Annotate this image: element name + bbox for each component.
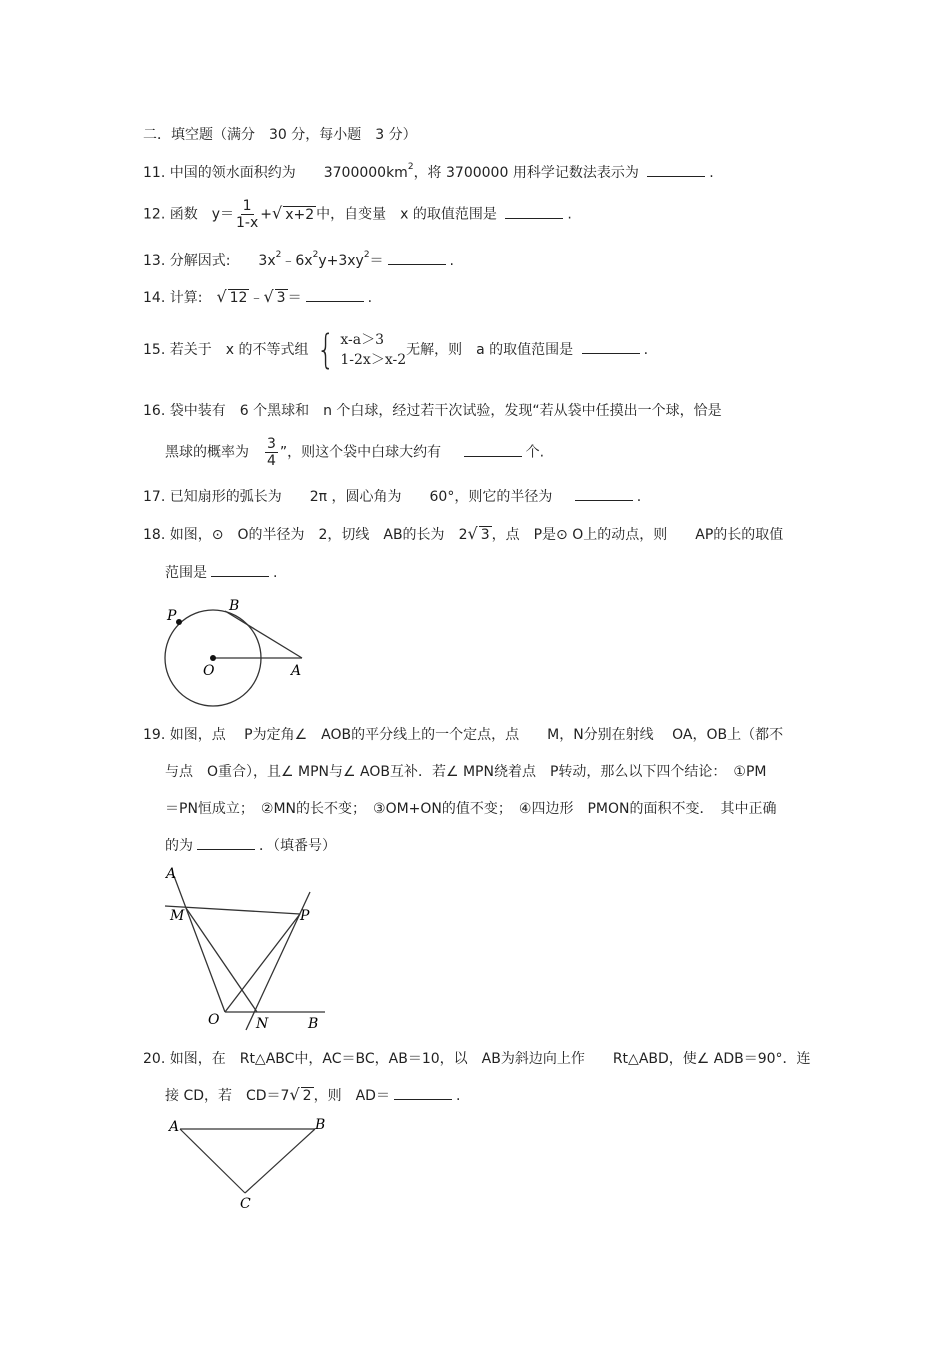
question-number: 15. xyxy=(143,342,166,358)
question-19-line4: 的为 ．（填番号） xyxy=(165,838,336,854)
question-11: 11. 中国的领水面积约为 $3700000km^2$，将 3700000 用科学记数法表示为 . xyxy=(143,162,714,181)
question-14: 14. 计算: √ 12 ﹣√ 3 ＝ . xyxy=(143,287,373,306)
question-20-line2: 接 CD，若 CD＝7√ 2 ，则 AD＝ . xyxy=(165,1085,461,1104)
question-19-line2: 与点 O重合），且∠ MPN与∠ AOB互补．若∠ MPN绕着点 P转动，那么以下四个结论： ①PM xyxy=(165,764,767,780)
question-number: 17. xyxy=(143,489,166,505)
segment-mp xyxy=(165,906,300,914)
question-13: 13. 分解因式: $3x^2﹣6x^2y+3xy^2=$ . xyxy=(143,250,454,269)
question-text: 中国的领水面积约为 3700000km xyxy=(169,165,408,181)
question-text: 中，自变量 x 的取值范围是 xyxy=(316,206,497,223)
answer-blank[interactable] xyxy=(505,206,563,219)
square-root: 12 xyxy=(229,290,248,306)
label-n: N xyxy=(256,1016,269,1032)
label-b: B xyxy=(315,1117,326,1133)
label-b: B xyxy=(229,598,240,614)
answer-blank[interactable] xyxy=(306,289,364,302)
question-17: 17. 已知扇形的弧长为 2π ，圆心角为 60°，则它的半径为 . xyxy=(143,489,642,505)
answer-blank[interactable] xyxy=(197,837,255,850)
question-16: 16. 袋中装有 6 个黑球和 n 个白球，经过若干次试验，发现“若从袋中任摸出一个球，恰是 xyxy=(143,403,722,419)
question-number: 16. xyxy=(143,403,166,419)
question-19: 19. 如图，点 P为定角∠ AOB的平分线上的一个定点，点 M，N分别在射线 OA，OB上（都不 xyxy=(143,727,784,743)
answer-blank[interactable] xyxy=(582,341,640,354)
square-root: 2 xyxy=(302,1088,312,1104)
point-o xyxy=(210,655,216,661)
answer-blank[interactable] xyxy=(647,164,705,177)
question-number: 14. xyxy=(143,290,166,306)
section-title: 二．填空题（满分 30 分，每小题 3 分） xyxy=(143,127,417,143)
tangent-ab xyxy=(225,611,302,658)
figure-18-circle-tangent xyxy=(160,592,320,712)
question-text: ，将 3700000 用科学记数法表示为 xyxy=(413,165,639,181)
segment-bc xyxy=(245,1129,315,1193)
segment-ac xyxy=(180,1129,245,1193)
answer-blank[interactable] xyxy=(464,444,522,457)
square-root: x+2 xyxy=(285,206,315,223)
label-a: A xyxy=(166,866,177,882)
ray-oa xyxy=(174,876,225,1012)
question-number: 19. xyxy=(143,727,166,743)
segment-op xyxy=(225,914,300,1012)
question-text: 函数 y＝ xyxy=(169,206,235,223)
question-12: 12. 函数 y＝ $\frac{1}{1-x}$ +√ x+2 中，自变量 x 的取值范围是 . xyxy=(143,198,572,231)
segment-mn xyxy=(186,908,257,1012)
fraction: $\frac{3}{4}$ xyxy=(267,436,276,469)
answer-blank[interactable] xyxy=(388,252,446,265)
label-o: O xyxy=(208,1012,220,1028)
question-number: 13. xyxy=(143,253,166,269)
figure-19-angle xyxy=(160,862,335,1037)
question-20: 20. 如图，在 Rt△ABC中，AC＝BC，AB＝10，以 AB为斜边向上作 Rt△ABD，使∠ ADB＝90°．连 xyxy=(143,1051,811,1067)
question-16-line2: 黑球的概率为 $\frac{3}{4}$ ”，则这个袋中白球大约有 个. xyxy=(165,436,545,469)
label-p: P xyxy=(167,608,177,624)
question-18: 18. 如图，⊙ O的半径为 2，切线 AB的长为 2√ 3 ，点 P是⊙ O上的动点，则 AP的长的取值 xyxy=(143,524,784,543)
fraction: $\frac{1}{1-x}$ xyxy=(236,198,259,231)
question-18-line2: 范围是 . xyxy=(165,565,278,581)
figure-20-triangle xyxy=(160,1115,335,1215)
square-root: 3 xyxy=(480,527,490,543)
label-a: A xyxy=(291,663,302,679)
label-o: O xyxy=(203,663,215,679)
question-number: 18. xyxy=(143,527,166,543)
question-number: 12. xyxy=(143,206,166,223)
label-b: B xyxy=(308,1016,319,1032)
label-c: C xyxy=(240,1196,251,1212)
answer-blank[interactable] xyxy=(575,488,633,501)
superscript: 2 xyxy=(407,162,414,172)
point-p xyxy=(176,619,182,625)
answer-blank[interactable] xyxy=(211,564,269,577)
question-15: 15. 若关于 x 的不等式组 { x-a＞3 1-2x＞x-2 无解，则 a 的取值范围是 . xyxy=(143,327,649,373)
question-19-line3: ＝PN恒成立； ②MN的长不变； ③OM+ON的值不变； ④四边形 PMON的面积不变． 其中正确 xyxy=(165,801,777,817)
inequality-system: { x-a＞3 1-2x＞x-2 xyxy=(316,327,407,373)
square-root: 3 xyxy=(276,290,286,306)
answer-blank[interactable] xyxy=(394,1087,452,1100)
label-m: M xyxy=(170,908,185,924)
question-number: 11. xyxy=(143,165,166,181)
question-number: 20. xyxy=(143,1051,166,1067)
label-a: A xyxy=(169,1119,180,1135)
label-p: P xyxy=(300,908,310,924)
